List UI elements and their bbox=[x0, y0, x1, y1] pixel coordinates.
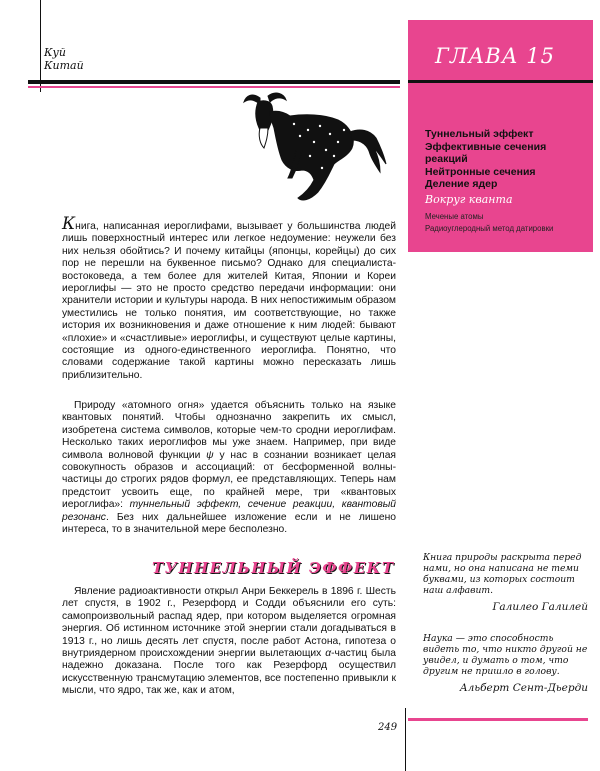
paragraph-2 bbox=[62, 400, 396, 536]
top-vertical-rule bbox=[40, 0, 41, 92]
quote-rule bbox=[408, 718, 588, 721]
quote-author: Альберт Сент-Дьерди bbox=[459, 682, 588, 694]
quantum-terms: туннельный эффект, сечение реакции, квантовый резонанс bbox=[62, 499, 396, 523]
toc-current-item: Вокруг кванта bbox=[425, 192, 513, 206]
page-number: 249 bbox=[378, 722, 398, 733]
running-head-line1: Куй bbox=[44, 46, 66, 59]
header-rule-black bbox=[28, 80, 400, 84]
toc-item: Эффективные сечения реакций bbox=[425, 140, 547, 165]
running-head bbox=[44, 46, 84, 72]
header-rule-pink bbox=[28, 86, 400, 88]
toc-subitem: Радиоуглеродный метод датировки bbox=[425, 224, 554, 233]
paragraph-3-text-a: Явление радиоактивности открыл Анри Беккерель в 1896 г. Шесть лет спустя, в 1902 г., Резерфорд и Содди объяснили его суть: самопроизвольный распад ядер, при котором выделяется огромная энергия. Об истинном источнике этой энергии стали догадываться в 1913 г., но лишь десять лет спустя, после работ Астона, гипотеза о внутриядерном происхождении энергии вылетающих bbox=[62, 586, 396, 660]
toc-item: Нейтронные сечения bbox=[425, 165, 536, 178]
toc-item: Туннельный эффект bbox=[425, 128, 534, 140]
goat-figure-icon bbox=[238, 90, 398, 210]
toc-subitem: Меченые атомы bbox=[425, 212, 484, 221]
chapter-title: ГЛАВА 15 bbox=[434, 44, 556, 68]
toc-item: Деление ядер bbox=[425, 178, 498, 190]
bottom-vertical-rule bbox=[405, 708, 406, 771]
alpha-symbol: α bbox=[325, 648, 332, 660]
paragraph-1-text: нига, написанная иероглифами, вызывает у большинства людей лишь поверхностный интерес или легкое недоумение: неужели без них нельзя обойтись? И почему китайцы (японцы, корейцы) до сих пор не перешли на буквенное письмо? Однако для специалиста-востоковеда, а тем более для жителей Китая, Японии и Кореи иероглифы — это не просто средство передачи информации: они хранители истории и культуры народа. В них непостижимым образом уместились не только понятия, им соответствующие, но также история их возникновения и даже отношение к ним людей: бывают «плохие» и «счастливые» иероглифы, и существуют целые картины, состоящие из одного-единственного иероглифа. Понятно, что словами содержание такой картины можно пересказать лишь приблизительно. bbox=[62, 221, 396, 381]
paragraph-1 bbox=[62, 214, 396, 382]
paragraph-3 bbox=[62, 586, 396, 698]
quote bbox=[423, 552, 588, 613]
chapter-rule bbox=[408, 80, 593, 83]
section-heading: ТУННЕЛЬНЫЙ ЭФФЕКТ bbox=[152, 559, 395, 577]
chapter-contents bbox=[425, 128, 590, 235]
quote-text: Книга природы раскрыта перед нами, но она написана не теми буквами, из которых состоит наш алфавит. bbox=[423, 552, 582, 596]
paragraph-3-text-b: -частиц была надежно доказана. После того как Резерфорд осуществил искусственную трансмутацию элементов, все постепенно привыкли к мысли, что ядро, так же, как и атом, bbox=[62, 648, 396, 697]
paragraph-2-text-b: у нас в сознании возникает целая совокупность образов и ассоциаций: от бесформенной волны-частицы до строгих рядов формул, ее представляющих. Теперь нам предстоит усвоить еще, по крайней мере, три «квантовых иероглифа»: bbox=[62, 449, 396, 511]
drop-cap: К bbox=[62, 214, 76, 234]
quote-text: Наука — это способность видеть то, что никто другой не увидел, и думать о том, что другим не пришло в голову. bbox=[423, 633, 588, 677]
psi-symbol: ψ bbox=[206, 449, 214, 461]
running-head-line2: Китай bbox=[44, 59, 84, 72]
epigraphs bbox=[423, 552, 588, 694]
paragraph-2-text-a: Природу «атомного огня» удается объяснить только на языке квантовых понятий. Чтобы однозначно закрепить их смысл, изобретена система символов, которые чем-то сродни иероглифам. Несколько таких иероглифов мы уже знаем. Например, при виде символа волновой функции bbox=[62, 400, 396, 461]
paragraph-2-text-c: . Без них дальнейшее изложение если и не лишено интереса, то в значительной мере бесполезно. bbox=[62, 511, 396, 536]
quote bbox=[423, 633, 588, 694]
quote-author: Галилео Галилей bbox=[492, 601, 588, 613]
